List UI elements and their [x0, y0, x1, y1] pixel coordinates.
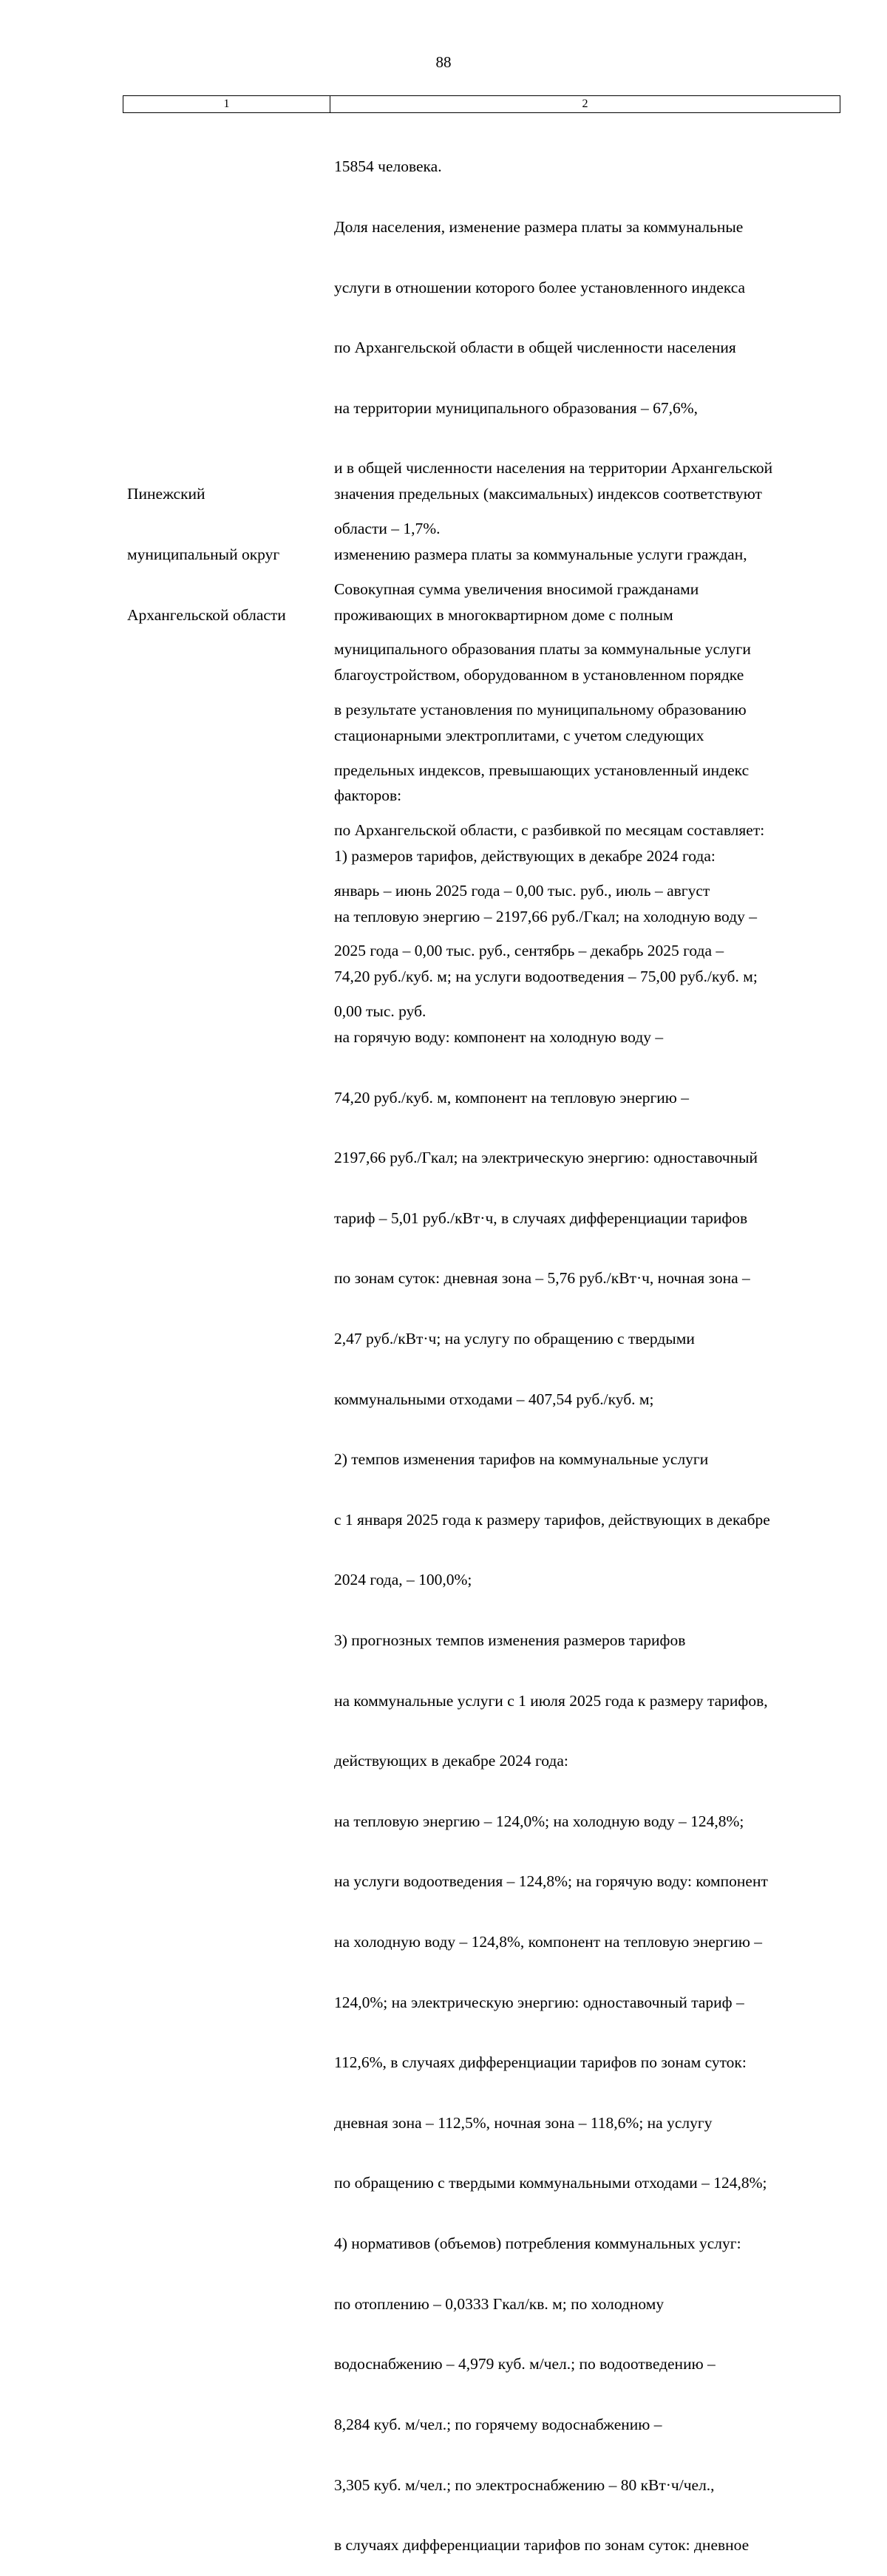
text-line: 124,0%; на электрическую энергию: одноставочный тариф – — [334, 1993, 744, 2011]
text-line: и в общей численности населения на территории Архангельской — [334, 459, 773, 478]
text-line: Доля населения, изменение размера платы за коммунальные — [334, 218, 744, 237]
text-line: предельных индексов, превышающих установленный индекс — [334, 761, 750, 779]
text-line: на горячую воду: компонент на холодную воду – — [334, 1027, 664, 1046]
text-line: в случаях дифференциации тарифов по зонам суток: дневное — [334, 2536, 750, 2555]
text-line: по Архангельской области, с разбивкой по месяцам составляет: — [334, 821, 765, 840]
text-line: 2024 года, – 100,0%; — [334, 1571, 472, 1589]
text-line: 2025 года – 0,00 тыс. руб., сентябрь – декабрь 2025 года – — [334, 942, 724, 960]
text-line: 2,47 руб./кВт·ч; на услугу по обращению с твердыми — [334, 1329, 695, 1348]
text-line: на территории муниципального образования – 67,6%, — [334, 398, 699, 417]
text-line: по обращению с твердыми коммунальными отходами – 124,8%; — [334, 2174, 767, 2192]
column-number-1: 1 — [123, 96, 330, 113]
municipality-line: муниципальный округ — [127, 546, 280, 564]
text-line: 2197,66 руб./Гкал; на электрическую энергию: одноставочный — [334, 1149, 758, 1167]
text-line: значения предельных (максимальных) индексов соответствуют — [334, 485, 762, 503]
text-line: на холодную воду – 124,8%, компонент на тепловую энергию – — [334, 1933, 763, 1951]
municipality-name — [127, 444, 327, 645]
text-line: тариф – 5,01 руб./кВт·ч, в случаях дифференциации тарифов — [334, 1209, 748, 1227]
text-line: действующих в декабре 2024 года: — [334, 1752, 568, 1770]
column-number-2: 2 — [330, 96, 840, 113]
text-line: на тепловую энергию – 2197,66 руб./Гкал; на холодную воду – — [334, 907, 757, 925]
text-line: Совокупная сумма увеличения вносимой гражданами — [334, 580, 699, 598]
text-line: 8,284 куб. м/чел.; по горячему водоснабжению – — [334, 2415, 662, 2433]
text-line: области – 1,7%. — [334, 520, 441, 538]
text-line: водоснабжению – 4,979 куб. м/чел.; по водоотведению – — [334, 2355, 716, 2373]
text-line: коммунальными отходами – 407,54 руб./куб. м; — [334, 1390, 654, 1408]
text-line: 3,305 куб. м/чел.; по электроснабжению – 80 кВт·ч/чел., — [334, 2475, 715, 2494]
text-line: на коммунальные услуги с 1 июля 2025 года к размеру тарифов, — [334, 1691, 768, 1710]
text-line: 3) прогнозных темпов изменения размеров тарифов — [334, 1631, 686, 1649]
text-line: с 1 января 2025 года к размеру тарифов, действующих в декабре — [334, 1510, 770, 1529]
municipality-line: Архангельской области — [127, 605, 286, 624]
text-line: январь – июнь 2025 года – 0,00 тыс. руб., июль – август — [334, 881, 710, 900]
text-line: стационарными электроплитами, с учетом следующих — [334, 726, 704, 744]
text-line: проживающих в многоквартирном доме с полным — [334, 605, 673, 624]
page-number: 88 — [435, 53, 452, 71]
text-line: 4) нормативов (объемов) потребления коммунальных услуг: — [334, 2235, 741, 2253]
text-line: на услуги водоотведения – 124,8%; на горячую воду: компонент — [334, 1872, 768, 1891]
text-line: услуги в отношении которого более установленного индекса — [334, 278, 746, 296]
text-line: дневная зона – 112,5%, ночная зона – 118,6%; на услугу — [334, 2113, 713, 2132]
text-line: 74,20 руб./куб. м, компонент на тепловую энергию – — [334, 1088, 689, 1107]
text-line: благоустройством, оборудованном в установленном порядке — [334, 666, 744, 684]
text-line: 1) размеров тарифов, действующих в декабре 2024 года: — [334, 847, 716, 866]
text-line: на тепловую энергию – 124,0%; на холодную воду – 124,8%; — [334, 1812, 744, 1830]
text-line: 74,20 руб./куб. м; на услуги водоотведения – 75,00 руб./куб. м; — [334, 968, 758, 986]
text-line: по отоплению – 0,0333 Гкал/кв. м; по холодному — [334, 2294, 665, 2313]
text-line: 15854 человека. — [334, 157, 442, 176]
text-line: муниципального образования платы за коммунальные услуги — [334, 640, 751, 659]
text-line: факторов: — [334, 786, 402, 805]
text-line: в результате установления по муниципальному образованию — [334, 700, 747, 718]
text-line: изменению размера платы за коммунальные услуги граждан, — [334, 546, 747, 564]
text-line: по Архангельской области в общей численности населения — [334, 339, 736, 357]
municipality-line: Пинежский — [127, 485, 205, 503]
table-header — [123, 95, 840, 113]
text-line: по зонам суток: дневная зона – 5,76 руб./кВт·ч, ночная зона – — [334, 1269, 750, 1288]
text-line: 2) темпов изменения тарифов на коммунальные услуги — [334, 1450, 709, 1469]
municipality-description — [334, 444, 844, 2576]
text-line: 112,6%, в случаях дифференциации тарифов по зонам суток: — [334, 2053, 747, 2072]
text-line: 0,00 тыс. руб. — [334, 1002, 426, 1020]
